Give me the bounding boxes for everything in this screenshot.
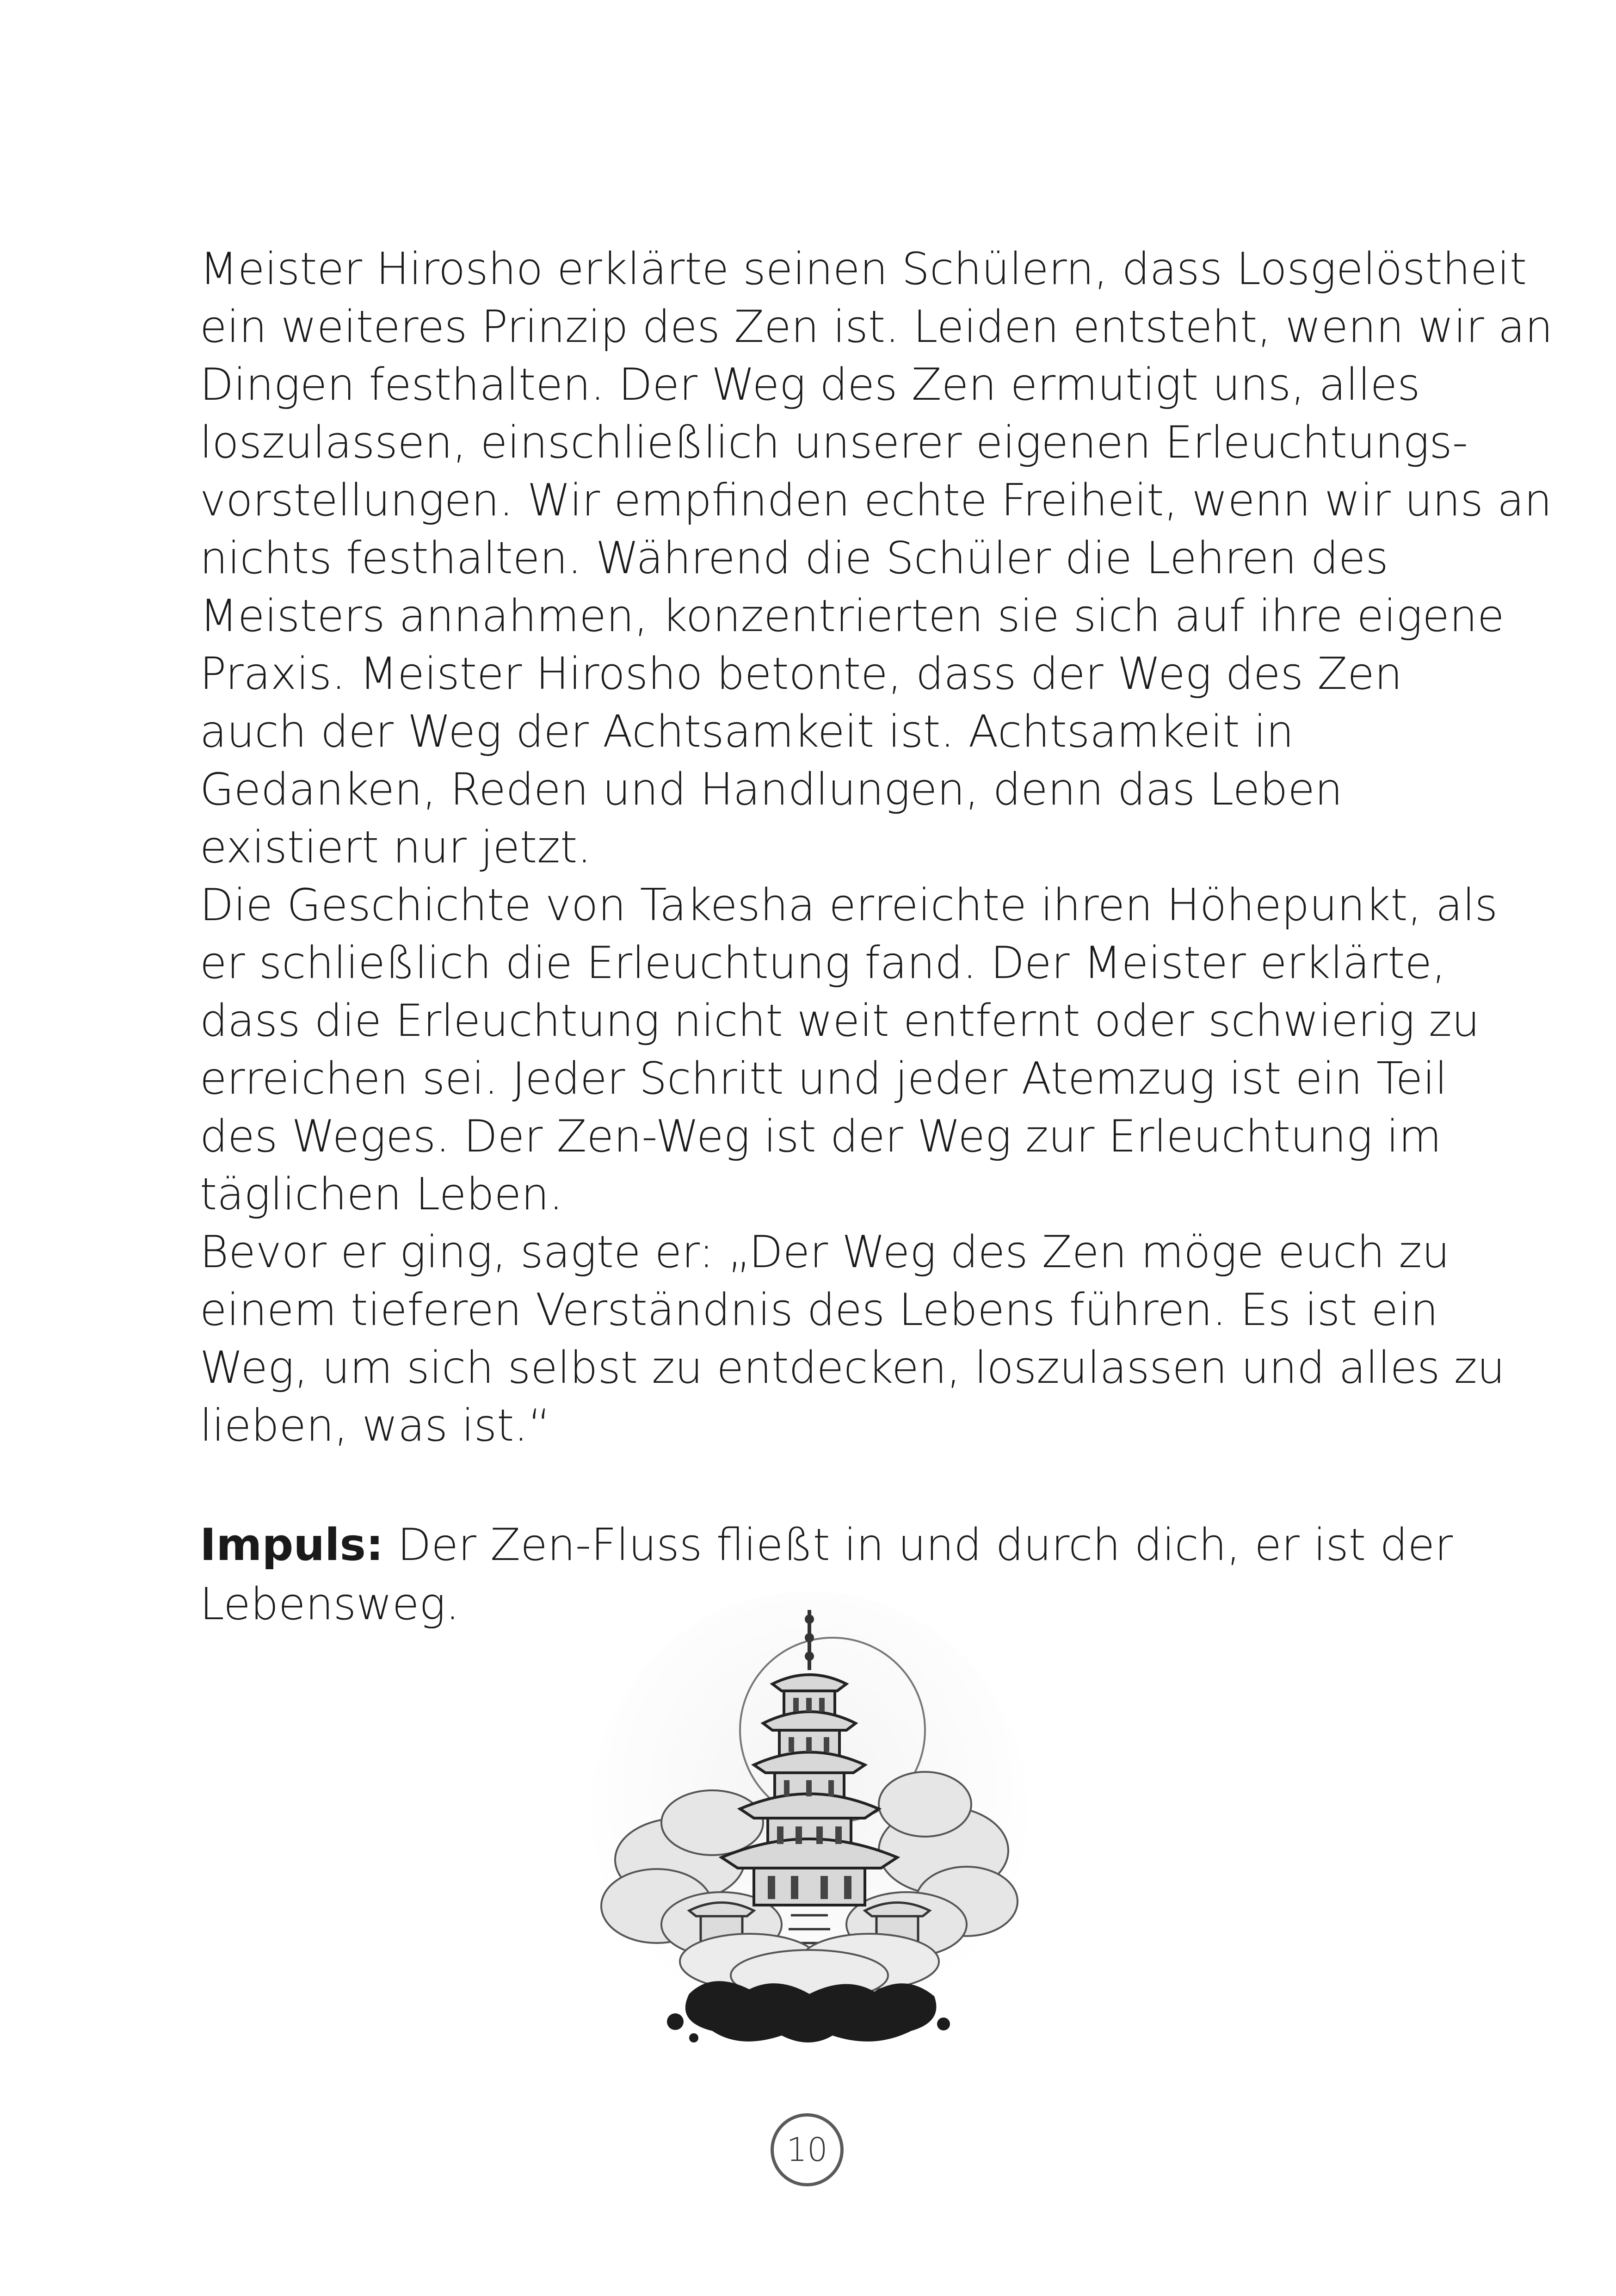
body-text bbox=[200, 241, 1553, 1455]
text-line: lieben, was ist.“ bbox=[200, 1400, 551, 1451]
text-line: einem tieferen Verständnis des Lebens führen. Es ist ein bbox=[200, 1285, 1438, 1336]
text-line: ein weiteres Prinzip des Zen ist. Leiden entsteht, wenn wir an bbox=[200, 302, 1553, 353]
text-line: loszulassen, einschließlich unserer eigenen Erleuchtungs- bbox=[200, 417, 1468, 468]
paragraph-1 bbox=[200, 241, 1553, 877]
text-line: dass die Erleuchtung nicht weit entfernt oder schwierig zu bbox=[200, 996, 1480, 1046]
text-line: Meister Hirosho erklärte seinen Schülern, dass Losgelöstheit bbox=[200, 244, 1527, 295]
text-line: des Weges. Der Zen-Weg ist der Weg zur Erleuchtung im bbox=[200, 1111, 1442, 1162]
text-line: nichts festhalten. Während die Schüler die Lehren des bbox=[200, 533, 1388, 584]
text-line: Praxis. Meister Hirosho betonte, dass der Weg des Zen bbox=[200, 649, 1402, 699]
impulse-label: Impuls: bbox=[200, 1520, 384, 1571]
text-line: Gedanken, Reden und Handlungen, denn das Leben bbox=[200, 764, 1343, 815]
impulse-line: Lebensweg. bbox=[200, 1579, 460, 1630]
text-line: Dingen festhalten. Der Weg des Zen ermutigt uns, alles bbox=[200, 359, 1420, 410]
text-line: er schließlich die Erleuchtung fand. Der Meister erklärte, bbox=[200, 938, 1446, 989]
pagoda-illustration-icon bbox=[574, 1591, 1045, 2054]
text-line: Die Geschichte von Takesha erreichte ihren Höhepunkt, als bbox=[200, 880, 1498, 931]
paragraph-2 bbox=[200, 877, 1498, 1224]
text-line: Meisters annahmen, konzentrierten sie sich auf ihre eigene bbox=[200, 591, 1505, 642]
text-line: erreichen sei. Jeder Schritt und jeder Atemzug ist ein Teil bbox=[200, 1053, 1448, 1104]
impulse-text: Der Zen-Fluss fließt in und durch dich, er ist der bbox=[383, 1520, 1453, 1571]
text-line: Bevor er ging, sagte er: „Der Weg des Zen möge euch zu bbox=[200, 1227, 1450, 1278]
paragraph-3 bbox=[200, 1224, 1505, 1455]
text-line: existiert nur jetzt. bbox=[200, 822, 592, 873]
text-line: auch der Weg der Achtsamkeit ist. Achtsamkeit in bbox=[200, 706, 1294, 757]
text-line: täglichen Leben. bbox=[200, 1169, 563, 1220]
text-line: Weg, um sich selbst zu entdecken, loszulassen und alles zu bbox=[200, 1343, 1505, 1393]
text-line: vorstellungen. Wir empfinden echte Freiheit, wenn wir uns an bbox=[200, 475, 1552, 526]
impulse-line bbox=[200, 1516, 1453, 1575]
page-number: 10 bbox=[771, 2113, 844, 2186]
